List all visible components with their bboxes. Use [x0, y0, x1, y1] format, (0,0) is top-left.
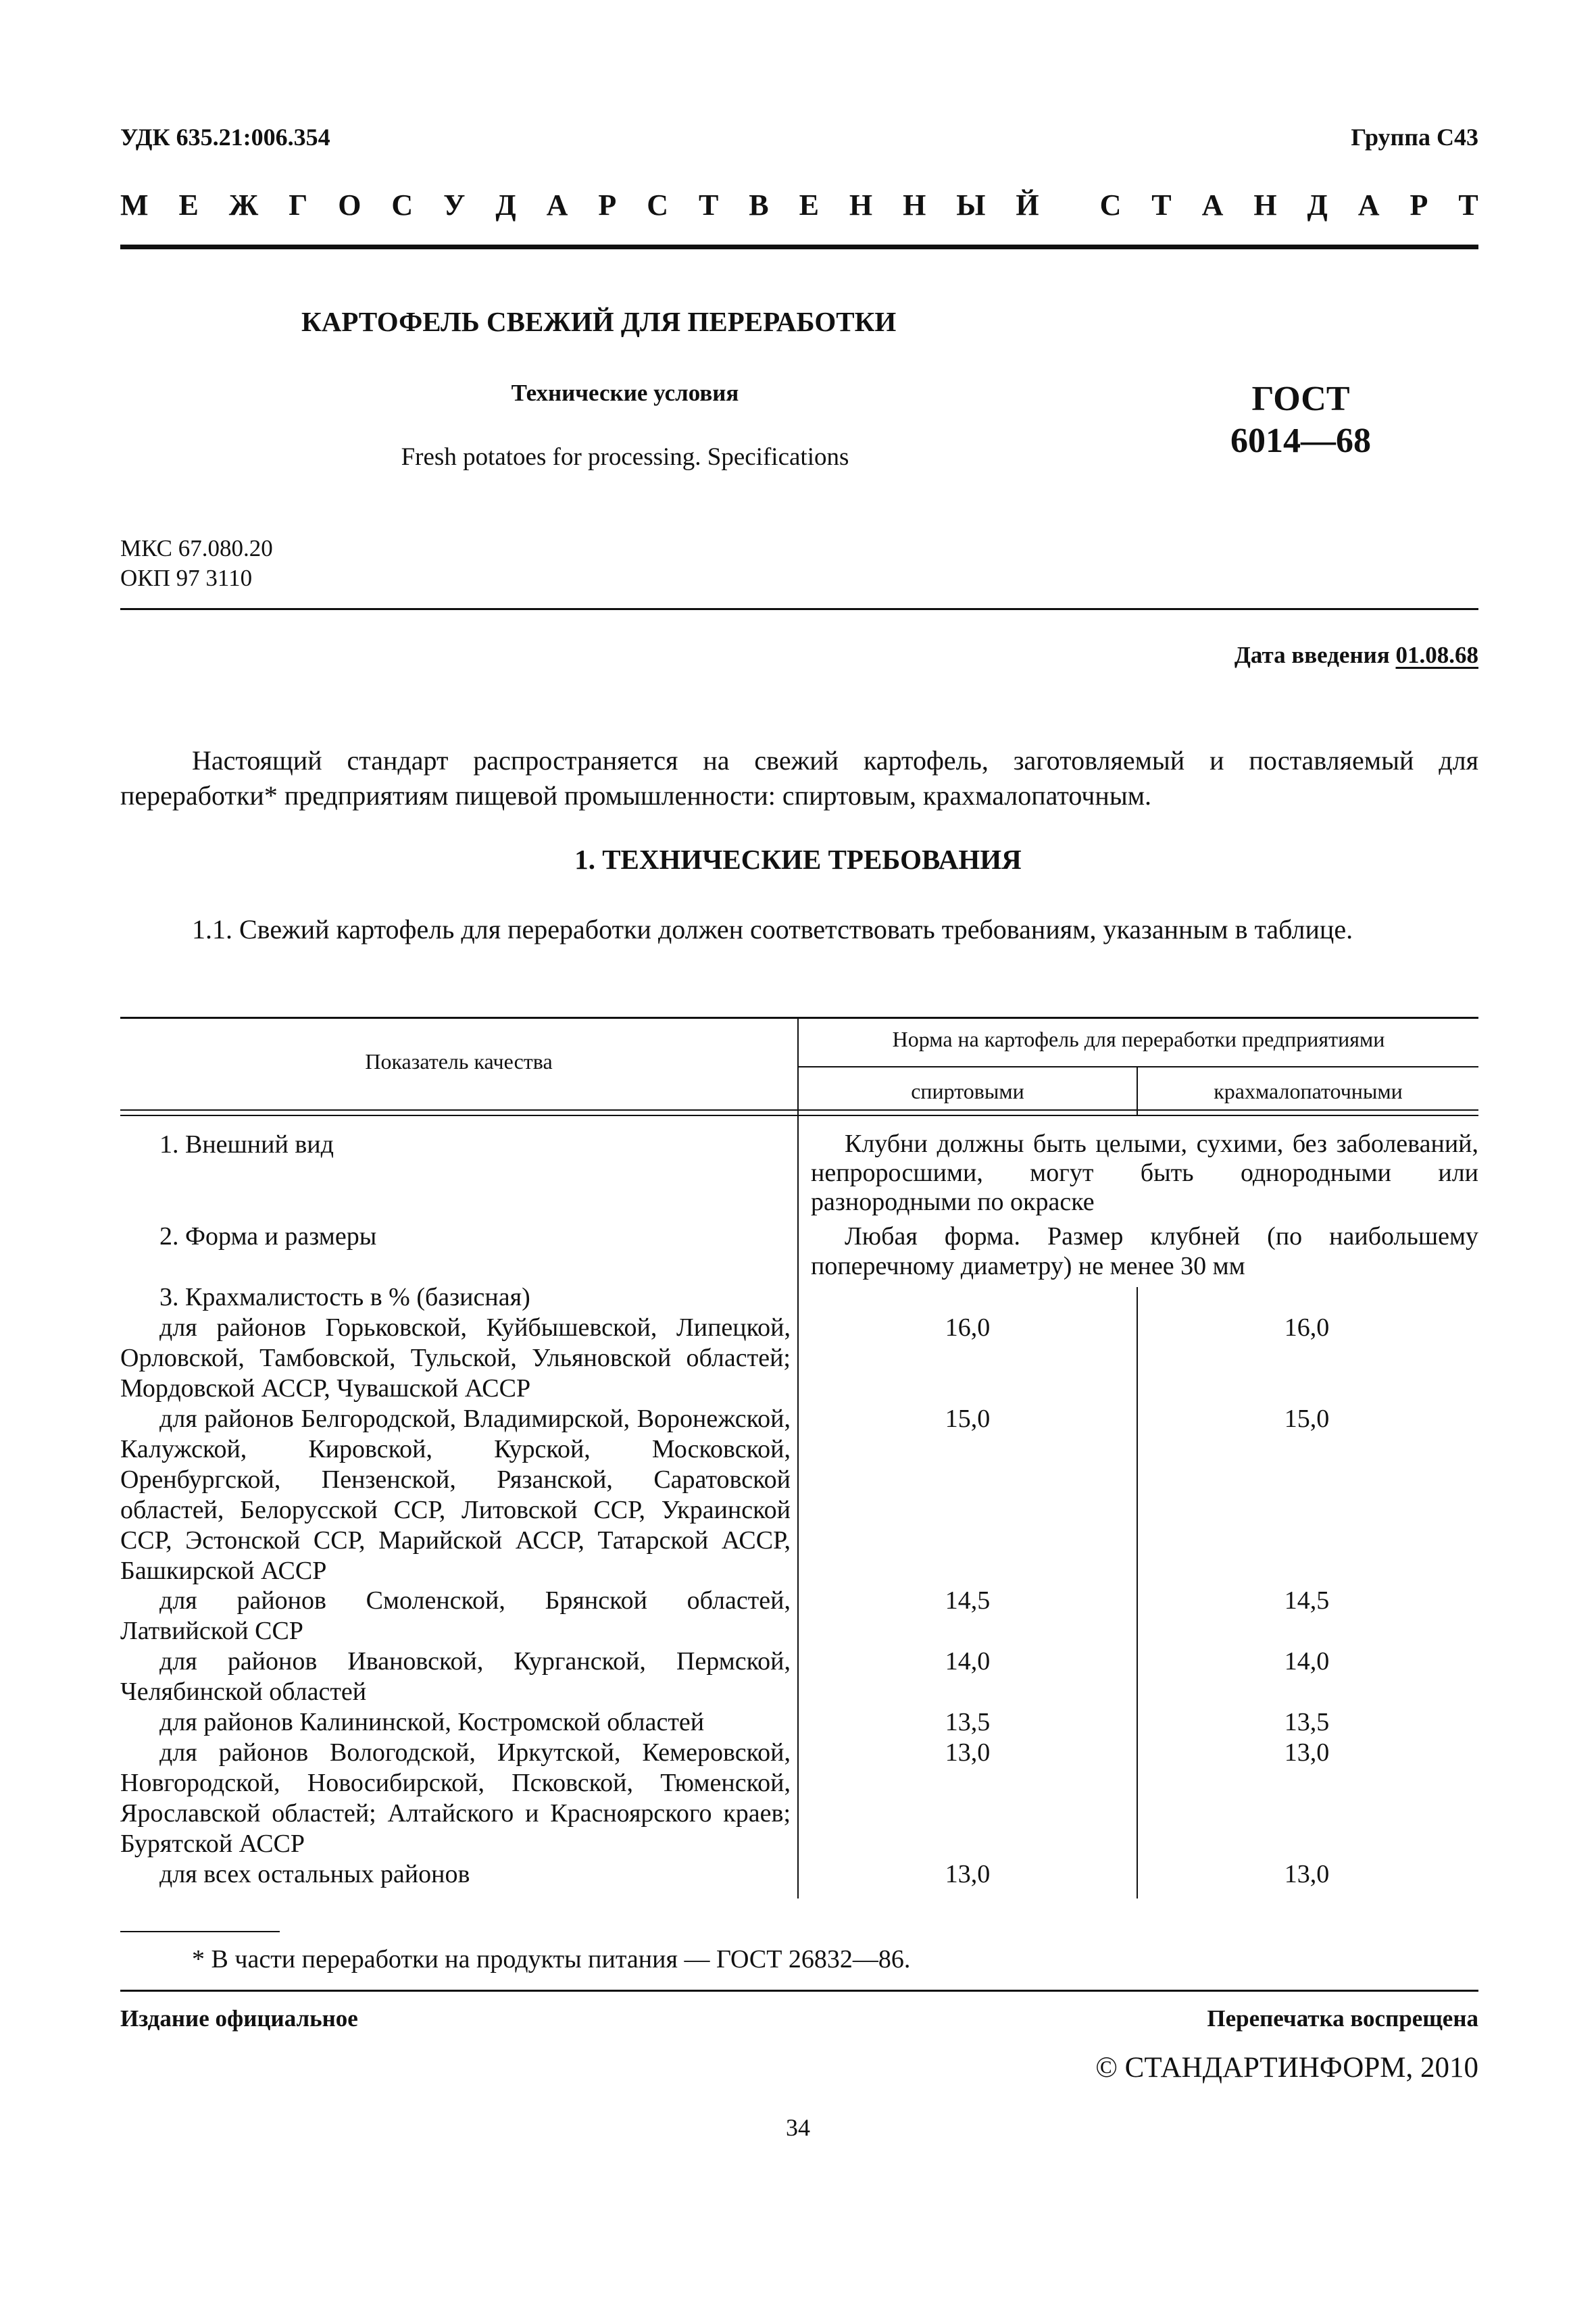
- region-row-spirit: 16,0: [945, 1313, 991, 1342]
- banner-letter: Н: [1253, 188, 1277, 222]
- official-edition: Издание официальное: [120, 2005, 358, 2032]
- intro-paragraph: Настоящий стандарт распространяется на свежий картофель, заготовляемый и поставляемый для переработки* предприятиям пищевой промышленности: спиртовым, крахмалопаточным.: [120, 745, 1478, 811]
- region-row-spirit: 13,0: [945, 1860, 991, 1888]
- document-subtitle: Технические условия: [511, 380, 739, 406]
- footnote-rule: [120, 1931, 280, 1932]
- banner-letter: А: [546, 188, 568, 222]
- header-rule: [120, 245, 1478, 249]
- banner-letter: Д: [495, 188, 516, 222]
- header-norm: Норма на картофель для переработки предприятиями: [892, 1027, 1385, 1051]
- region-row-spirit: 13,5: [945, 1708, 991, 1736]
- title-rule: [120, 608, 1478, 610]
- region-row-spirit: 13,0: [945, 1738, 991, 1767]
- banner-letter: Е: [799, 188, 819, 222]
- udk-code: УДК 635.21:006.354: [120, 124, 330, 151]
- table-top-rule: [120, 1017, 1478, 1019]
- english-title: Fresh potatoes for processing. Specifications: [401, 443, 849, 471]
- banner-letter: Ж: [228, 188, 259, 222]
- banner-letter: С: [391, 188, 414, 222]
- banner-letter: Н: [849, 188, 873, 222]
- banner-letter: Т: [1458, 188, 1478, 222]
- introduction-date: [1235, 642, 1478, 669]
- region-row-starch: 16,0: [1284, 1313, 1330, 1342]
- row1-value: Клубни должны быть целыми, сухими, без заболеваний, непроросшими, могут быть однородными или разнородными по окраске: [811, 1130, 1478, 1216]
- banner-letter: С: [647, 188, 668, 222]
- region-row-label: для районов Белгородской, Владимирской, Воронежской, Калужской, Кировской, Курской, Московской, Оренбургской, Пензенской, Рязанской, Саратовской областей, Белорусской ССР, Литовской ССР, Украинской ССР, Эстонской ССР, Марийской АССР, Татарской АССР, Башкирской АССР: [120, 1405, 791, 1585]
- banner-letter: С: [1099, 188, 1122, 222]
- region-row-starch: 13,5: [1284, 1708, 1330, 1736]
- header-spirit: спиртовыми: [911, 1079, 1024, 1103]
- banner-letter: Н: [903, 188, 926, 222]
- banner-letter: А: [1357, 188, 1380, 222]
- banner-letter: Ы: [956, 188, 986, 222]
- banner-letter: В: [749, 188, 769, 222]
- header-indicator: Показатель качества: [365, 1049, 553, 1074]
- page-number: 34: [786, 2114, 810, 2141]
- row2-label: 2. Форма и размеры: [159, 1222, 377, 1251]
- document-title: КАРТОФЕЛЬ СВЕЖИЙ ДЛЯ ПЕРЕРАБОТКИ: [301, 306, 897, 337]
- region-row-starch: 14,5: [1284, 1586, 1330, 1615]
- okp-code: ОКП 97 3110: [120, 565, 253, 591]
- banner-letter: М: [120, 188, 149, 222]
- classification-codes: [120, 534, 273, 593]
- gost-label: ГОСТ: [1251, 380, 1350, 418]
- section-heading: 1. ТЕХНИЧЕСКИЕ ТРЕБОВАНИЯ: [574, 844, 1022, 875]
- footer-rule: [120, 1990, 1478, 1992]
- banner-letter: Р: [1410, 188, 1428, 222]
- banner-letter: О: [338, 188, 361, 222]
- banner-letter: Д: [1307, 188, 1328, 222]
- banner-letter: Й: [1016, 188, 1039, 222]
- gost-number: [1189, 378, 1412, 462]
- banner-letter: Г: [289, 188, 308, 222]
- row2-value: Любая форма. Размер клубней (по наибольшему поперечному диаметру) не менее 30 мм: [811, 1222, 1478, 1280]
- banner-letter: Т: [698, 188, 719, 222]
- footnote: * В части переработки на продукты питания — ГОСТ 26832—86.: [192, 1945, 911, 1973]
- region-row-spirit: 14,5: [945, 1586, 991, 1615]
- table-header-rule-2: [120, 1115, 1478, 1116]
- region-row-starch: 13,0: [1284, 1860, 1330, 1888]
- group-code: Группа С43: [1351, 124, 1478, 151]
- banner-letter: Р: [598, 188, 617, 222]
- date-label: Дата введения: [1234, 642, 1390, 668]
- clause-1-1: 1.1. Свежий картофель для переработки должен соответствовать требованиям, указанным в таблице.: [192, 914, 1353, 945]
- region-row-spirit: 14,0: [945, 1647, 991, 1676]
- header-starch: крахмалопаточными: [1214, 1079, 1403, 1103]
- copyright: © СТАНДАРТИНФОРМ, 2010: [1095, 2052, 1478, 2084]
- region-row-label: для районов Горьковской, Куйбышевской, Липецкой, Орловской, Тамбовской, Тульской, Ульяновской областей; Мордовской АССР, Чувашской АССР: [120, 1313, 791, 1403]
- banner-letter: А: [1201, 188, 1224, 222]
- region-row-starch: 13,0: [1284, 1738, 1330, 1767]
- reprint-prohibited: Перепечатка воспрещена: [1207, 2005, 1478, 2032]
- region-row-label: для всех остальных районов: [159, 1860, 470, 1888]
- region-row-label: для районов Вологодской, Иркутской, Кемеровской, Новгородской, Новосибирской, Псковской, Тюменской, Ярославской областей; Алтайского и Красноярского краев; Бурятской АССР: [120, 1738, 791, 1858]
- gost-code: 6014—68: [1230, 422, 1371, 460]
- table-subheader-rule: [799, 1066, 1478, 1067]
- banner-letter: Т: [1151, 188, 1172, 222]
- interstate-standard-banner: [120, 188, 1478, 222]
- region-row-starch: 15,0: [1284, 1405, 1330, 1433]
- banner-letter: Е: [178, 188, 199, 222]
- row1-label: 1. Внешний вид: [159, 1130, 334, 1159]
- banner-letter: У: [443, 188, 466, 222]
- region-row-starch: 14,0: [1284, 1647, 1330, 1676]
- region-row-label: для районов Смоленской, Брянской областей, Латвийской ССР: [120, 1586, 791, 1645]
- region-row-label: для районов Калининской, Костромской областей: [159, 1708, 705, 1736]
- date-value: 01.08.68: [1395, 642, 1478, 668]
- region-row-spirit: 15,0: [945, 1405, 991, 1433]
- table-header-rule-1: [120, 1109, 1478, 1111]
- mks-code: МКС 67.080.20: [120, 535, 273, 561]
- region-row-label: для районов Ивановской, Курганской, Пермской, Челябинской областей: [120, 1647, 791, 1706]
- row3-label: 3. Крахмалистость в % (базисная): [159, 1283, 530, 1311]
